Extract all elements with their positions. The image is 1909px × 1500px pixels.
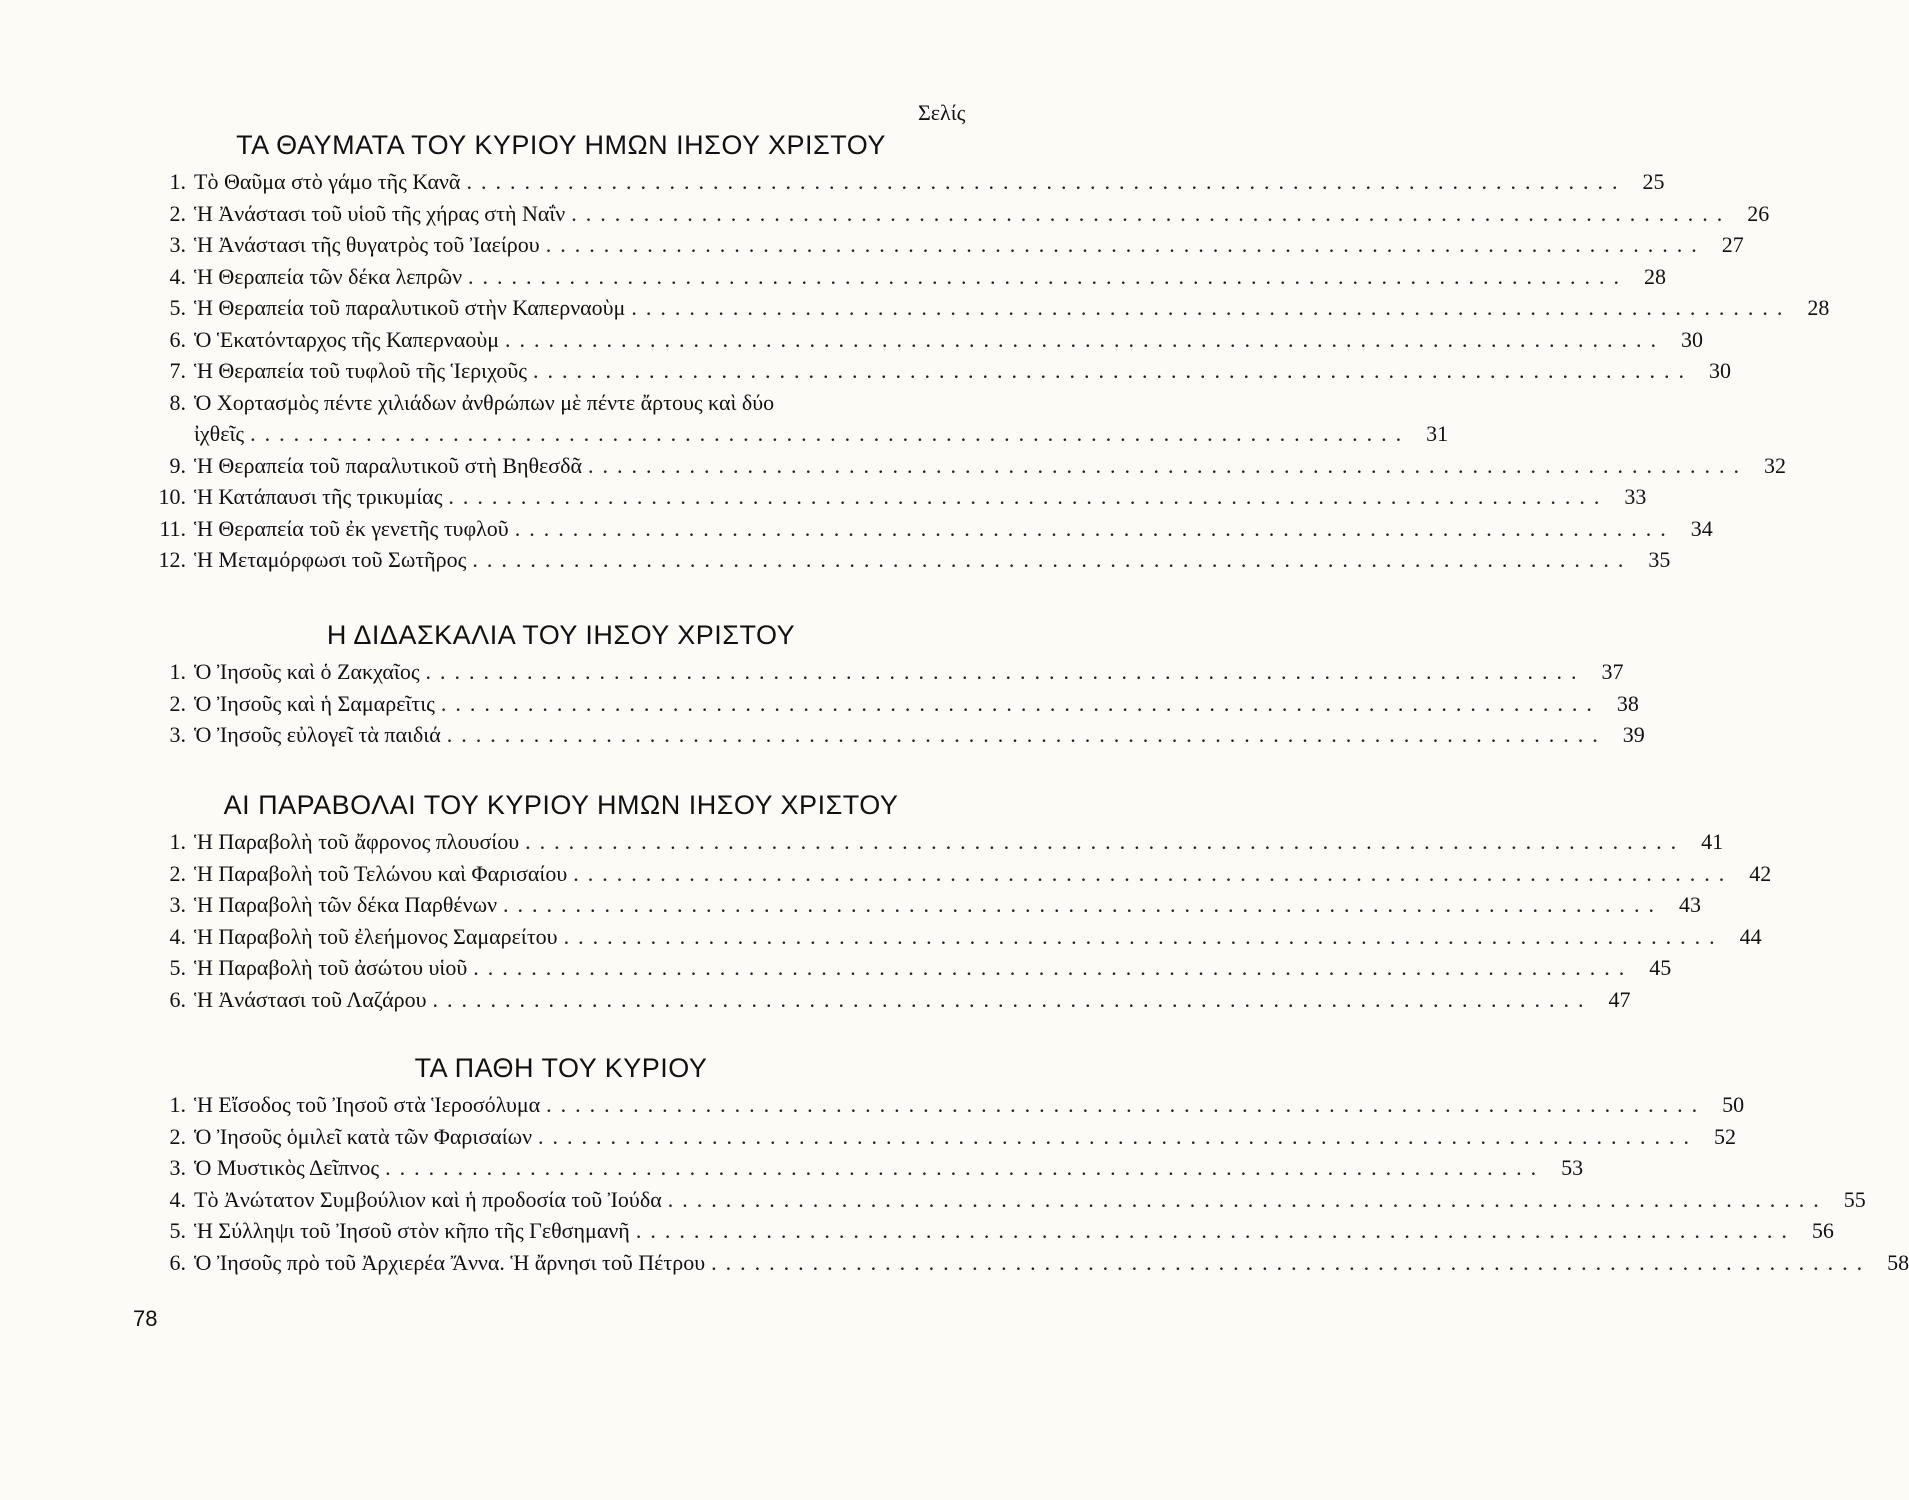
toc-entry [146, 1092, 1745, 1124]
entry-title: Ἡ Ἀνάστασι τοῦ υἱοῦ τῆς χήρας στὴ Ναΐν [194, 200, 566, 226]
toc-entry [146, 295, 1830, 327]
entry-page: 28 [1807, 295, 1830, 320]
page-number: 78 [133, 1306, 158, 1331]
entry-title: Ὁ Μυστικὸς Δεῖπνος [194, 1155, 380, 1180]
entry-number: 4. [169, 923, 186, 949]
toc-entry [146, 547, 1671, 579]
dot-leader: ................................................................................ [473, 955, 1634, 980]
entry-number: 3. [169, 722, 186, 747]
entry-page: 42 [1749, 860, 1772, 886]
toc-entry [146, 690, 1639, 723]
dot-leader: ................................................................................ [525, 829, 1686, 854]
entry-page: 27 [1721, 232, 1744, 257]
toc-entry [146, 1186, 1866, 1219]
entry-number: 7. [169, 358, 186, 383]
toc-entry [146, 232, 1744, 264]
entry-number: 12. [158, 547, 186, 572]
entry-number: 2. [169, 860, 186, 886]
entry-number: 10. [158, 484, 186, 509]
entry-title: Ἡ Θεραπεία τοῦ τυφλοῦ τῆς Ἱεριχοῦς [194, 358, 527, 383]
entry-title: Ὁ Ἰησοῦς καὶ ἡ Σαμαρεῖτις [194, 690, 435, 716]
entry-page: 55 [1843, 1186, 1866, 1212]
entry-title: Ἡ Μεταμόρφωσι τοῦ Σωτῆρος [194, 547, 467, 572]
dot-leader: ................................................................................ [425, 659, 1586, 684]
entry-page: 44 [1739, 923, 1762, 949]
dot-leader: ................................................................................ [588, 452, 1749, 478]
toc-entry [146, 358, 1731, 390]
entry-number: 4. [169, 1186, 186, 1212]
dot-leader: ................................................................................ [250, 421, 1411, 446]
entry-number: 6. [169, 986, 186, 1012]
dot-leader: ................................................................................ [468, 263, 1629, 289]
section-parables [146, 790, 1772, 1018]
entry-number: 3. [169, 1155, 186, 1180]
entry-title: Τὸ Ἀνώτατον Συμβούλιον καὶ ἡ προδοσία τοῦ Ἰούδα [194, 1186, 662, 1212]
entry-number: 2. [169, 690, 186, 716]
dot-leader: ................................................................................ [505, 326, 1666, 352]
dot-leader: ................................................................................ [385, 1155, 1546, 1180]
entry-title: Ἡ Εἴσοδος τοῦ Ἰησοῦ στὰ Ἱεροσόλυμα [194, 1092, 541, 1117]
section-title: Η ΔΙΔΑΣΚΑΛΙΑ ΤΟΥ ΙΗΣΟΥ ΧΡΙΣΤΟΥ [326, 620, 796, 650]
entry-title: Ἡ Ἀνάστασι τῆς θυγατρὸς τοῦ Ἰαείρου [194, 232, 540, 257]
toc-entry [146, 923, 1762, 956]
entry-number: 3. [169, 232, 186, 257]
entry-number: 2. [169, 1123, 186, 1149]
entry-page: 43 [1679, 892, 1702, 917]
entry-number: 6. [169, 1249, 186, 1275]
toc-entry [146, 452, 1787, 485]
dot-leader: ................................................................................ [563, 923, 1724, 949]
toc-entry [146, 1123, 1737, 1156]
entry-number: 1. [169, 1092, 186, 1117]
entry-number: 5. [169, 1218, 186, 1243]
dot-leader: ................................................................................ [532, 358, 1693, 383]
entry-page: 30 [1708, 358, 1731, 383]
entry-number: 5. [169, 955, 186, 980]
entry-number: 6. [169, 326, 186, 352]
entry-number: 1. [169, 829, 186, 854]
entry-number: 2. [169, 200, 186, 226]
entry-title: Ἡ Θεραπεία τῶν δέκα λεπρῶν [194, 263, 463, 289]
entry-title: Ὁ Χορτασμὸς πέντε χιλιάδων ἀνθρώπων μὲ πέντε ἄρτους καὶ δύο [194, 389, 775, 415]
entry-number: 3. [169, 892, 186, 917]
entry-number: 9. [169, 452, 186, 478]
dot-leader: ................................................................................ [466, 169, 1627, 194]
entry-number: 8. [169, 389, 186, 415]
entry-page: 33 [1624, 484, 1647, 509]
entry-page: 28 [1644, 263, 1667, 289]
toc-list [146, 659, 1645, 754]
entry-page: 35 [1648, 547, 1671, 572]
toc-entry [146, 1155, 1584, 1187]
section-title: ΑΙ ΠΑΡΑΒΟΛΑΙ ΤΟΥ ΚΥΡΙΟΥ ΗΜΩΝ ΙΗΣΟΥ ΧΡΙΣΤΟΥ [223, 790, 899, 820]
entry-page: 41 [1701, 829, 1724, 854]
section-title: ΤΑ ΠΑΘΗ ΤΟΥ ΚΥΡΙΟΥ [414, 1053, 708, 1083]
section-title: ΤΑ ΘΑΥΜΑΤΑ ΤΟΥ ΚΥΡΙΟΥ ΗΜΩΝ ΙΗΣΟΥ ΧΡΙΣΤΟΥ [236, 130, 886, 160]
dot-leader: ................................................................................ [446, 722, 1607, 747]
entry-title: Ἡ Παραβολὴ τοῦ ἀσώτου υἱοῦ [194, 955, 468, 980]
section-teaching [146, 620, 1645, 754]
entry-title: Ὁ Ἑκατόνταρχος τῆς Καπερναοὺμ [194, 326, 500, 352]
entry-page: 52 [1714, 1123, 1737, 1149]
entry-page: 26 [1747, 200, 1770, 226]
toc-entry [146, 860, 1772, 893]
toc-entry [146, 1249, 1909, 1282]
dot-leader: ................................................................................ [538, 1123, 1699, 1149]
dot-leader: ................................................................................ [571, 200, 1732, 226]
entry-title: Ἡ Κατάπαυσι τῆς τρικυμίας [194, 484, 443, 509]
toc-entry [146, 515, 1713, 548]
toc-entry [146, 169, 1665, 201]
toc-list [146, 829, 1772, 1018]
entry-page: 47 [1608, 986, 1631, 1012]
toc-entry [146, 326, 1704, 359]
entry-page: 34 [1690, 515, 1713, 541]
entry-page: 31 [1426, 421, 1449, 446]
dot-leader: ................................................................................ [573, 860, 1734, 886]
toc-entry [146, 892, 1702, 924]
entry-page: 32 [1764, 452, 1787, 478]
entry-number: 5. [169, 295, 186, 320]
entry-title: Ἡ Παραβολὴ τοῦ Τελώνου καὶ Φαρισαίου [194, 860, 568, 886]
entry-page: 50 [1722, 1092, 1745, 1117]
entry-number: 11. [159, 515, 186, 541]
dot-leader: ................................................................................ [432, 986, 1593, 1012]
toc-entry [146, 263, 1667, 296]
toc-entry [146, 829, 1724, 861]
entry-title: Ἡ Ἀνάστασι τοῦ Λαζάρου [194, 986, 427, 1012]
entry-number: 1. [169, 169, 186, 194]
section-miracles [146, 130, 1830, 579]
dot-leader: ................................................................................ [545, 232, 1706, 257]
entry-title: Ὁ Ἰησοῦς εὐλογεῖ τὰ παιδιά [194, 722, 441, 747]
entry-page: 38 [1616, 690, 1639, 716]
toc-entry [146, 986, 1631, 1019]
entry-title: Ἡ Παραβολὴ τοῦ ἐλεήμονος Σαμαρείτου [194, 923, 558, 949]
dot-leader: ................................................................................ [514, 515, 1675, 541]
entry-title: Ἡ Σύλληψι τοῦ Ἰησοῦ στὸν κῆπο τῆς Γεθσημανῆ [194, 1218, 630, 1243]
dot-leader: ................................................................................ [448, 484, 1609, 509]
entry-title: Ἡ Θεραπεία τοῦ παραλυτικοῦ στὴ Βηθεσδᾶ [194, 452, 583, 478]
entry-title: Ὁ Ἰησοῦς καὶ ὁ Ζακχαῖος [194, 659, 420, 684]
dot-leader: ................................................................................ [635, 1218, 1796, 1243]
entry-title: Ἡ Θεραπεία τοῦ ἐκ γενετῆς τυφλοῦ [194, 515, 509, 541]
entry-page: 30 [1681, 326, 1704, 352]
dot-leader: ................................................................................ [472, 547, 1633, 572]
dot-leader: ................................................................................ [546, 1092, 1707, 1117]
toc-entry [146, 659, 1624, 691]
page-column-label: Σελίς [918, 100, 966, 125]
dot-leader: ................................................................................ [503, 892, 1664, 917]
toc-entry-continuation [146, 421, 1449, 453]
entry-page: 53 [1561, 1155, 1584, 1180]
entry-title: Ὁ Ἰησοῦς ὁμιλεῖ κατὰ τῶν Φαρισαίων [194, 1123, 533, 1149]
entry-page: 58 [1887, 1249, 1909, 1275]
toc-entry [146, 1218, 1834, 1250]
toc-entry [146, 955, 1672, 987]
toc-entry [146, 722, 1645, 754]
entry-number: 1. [169, 659, 186, 684]
dot-leader: ................................................................................ [711, 1249, 1872, 1275]
entry-title: Ἡ Παραβολὴ τῶν δέκα Παρθένων [194, 892, 498, 917]
toc-entry [146, 200, 1770, 233]
toc-entry [146, 484, 1647, 516]
entry-title: Ἡ Θεραπεία τοῦ παραλυτικοῦ στὴν Καπερναοὺμ [194, 295, 626, 320]
section-passion [146, 1053, 1909, 1281]
entry-page: 25 [1642, 169, 1665, 194]
entry-page: 45 [1649, 955, 1672, 980]
dot-leader: ................................................................................ [667, 1186, 1828, 1212]
toc-list [146, 169, 1830, 579]
entry-page: 39 [1622, 722, 1645, 747]
toc-list [146, 1092, 1909, 1281]
entry-title: Ἡ Παραβολὴ τοῦ ἄφρονος πλουσίου [194, 829, 520, 854]
entry-page: 56 [1811, 1218, 1834, 1243]
entry-page: 37 [1601, 659, 1624, 684]
dot-leader: ................................................................................ [631, 295, 1792, 320]
entry-number: 4. [169, 263, 186, 289]
entry-title: Ὁ Ἰησοῦς πρὸ τοῦ Ἀρχιερέα Ἄννα. Ἡ ἄρνησι τοῦ Πέτρου [194, 1249, 706, 1275]
toc-entry [146, 390, 976, 422]
dot-leader: ................................................................................ [440, 690, 1601, 716]
entry-title: Τὸ Θαῦμα στὸ γάμο τῆς Κανᾶ [194, 169, 461, 194]
entry-title-continued: ἰχθεῖς [194, 421, 245, 446]
